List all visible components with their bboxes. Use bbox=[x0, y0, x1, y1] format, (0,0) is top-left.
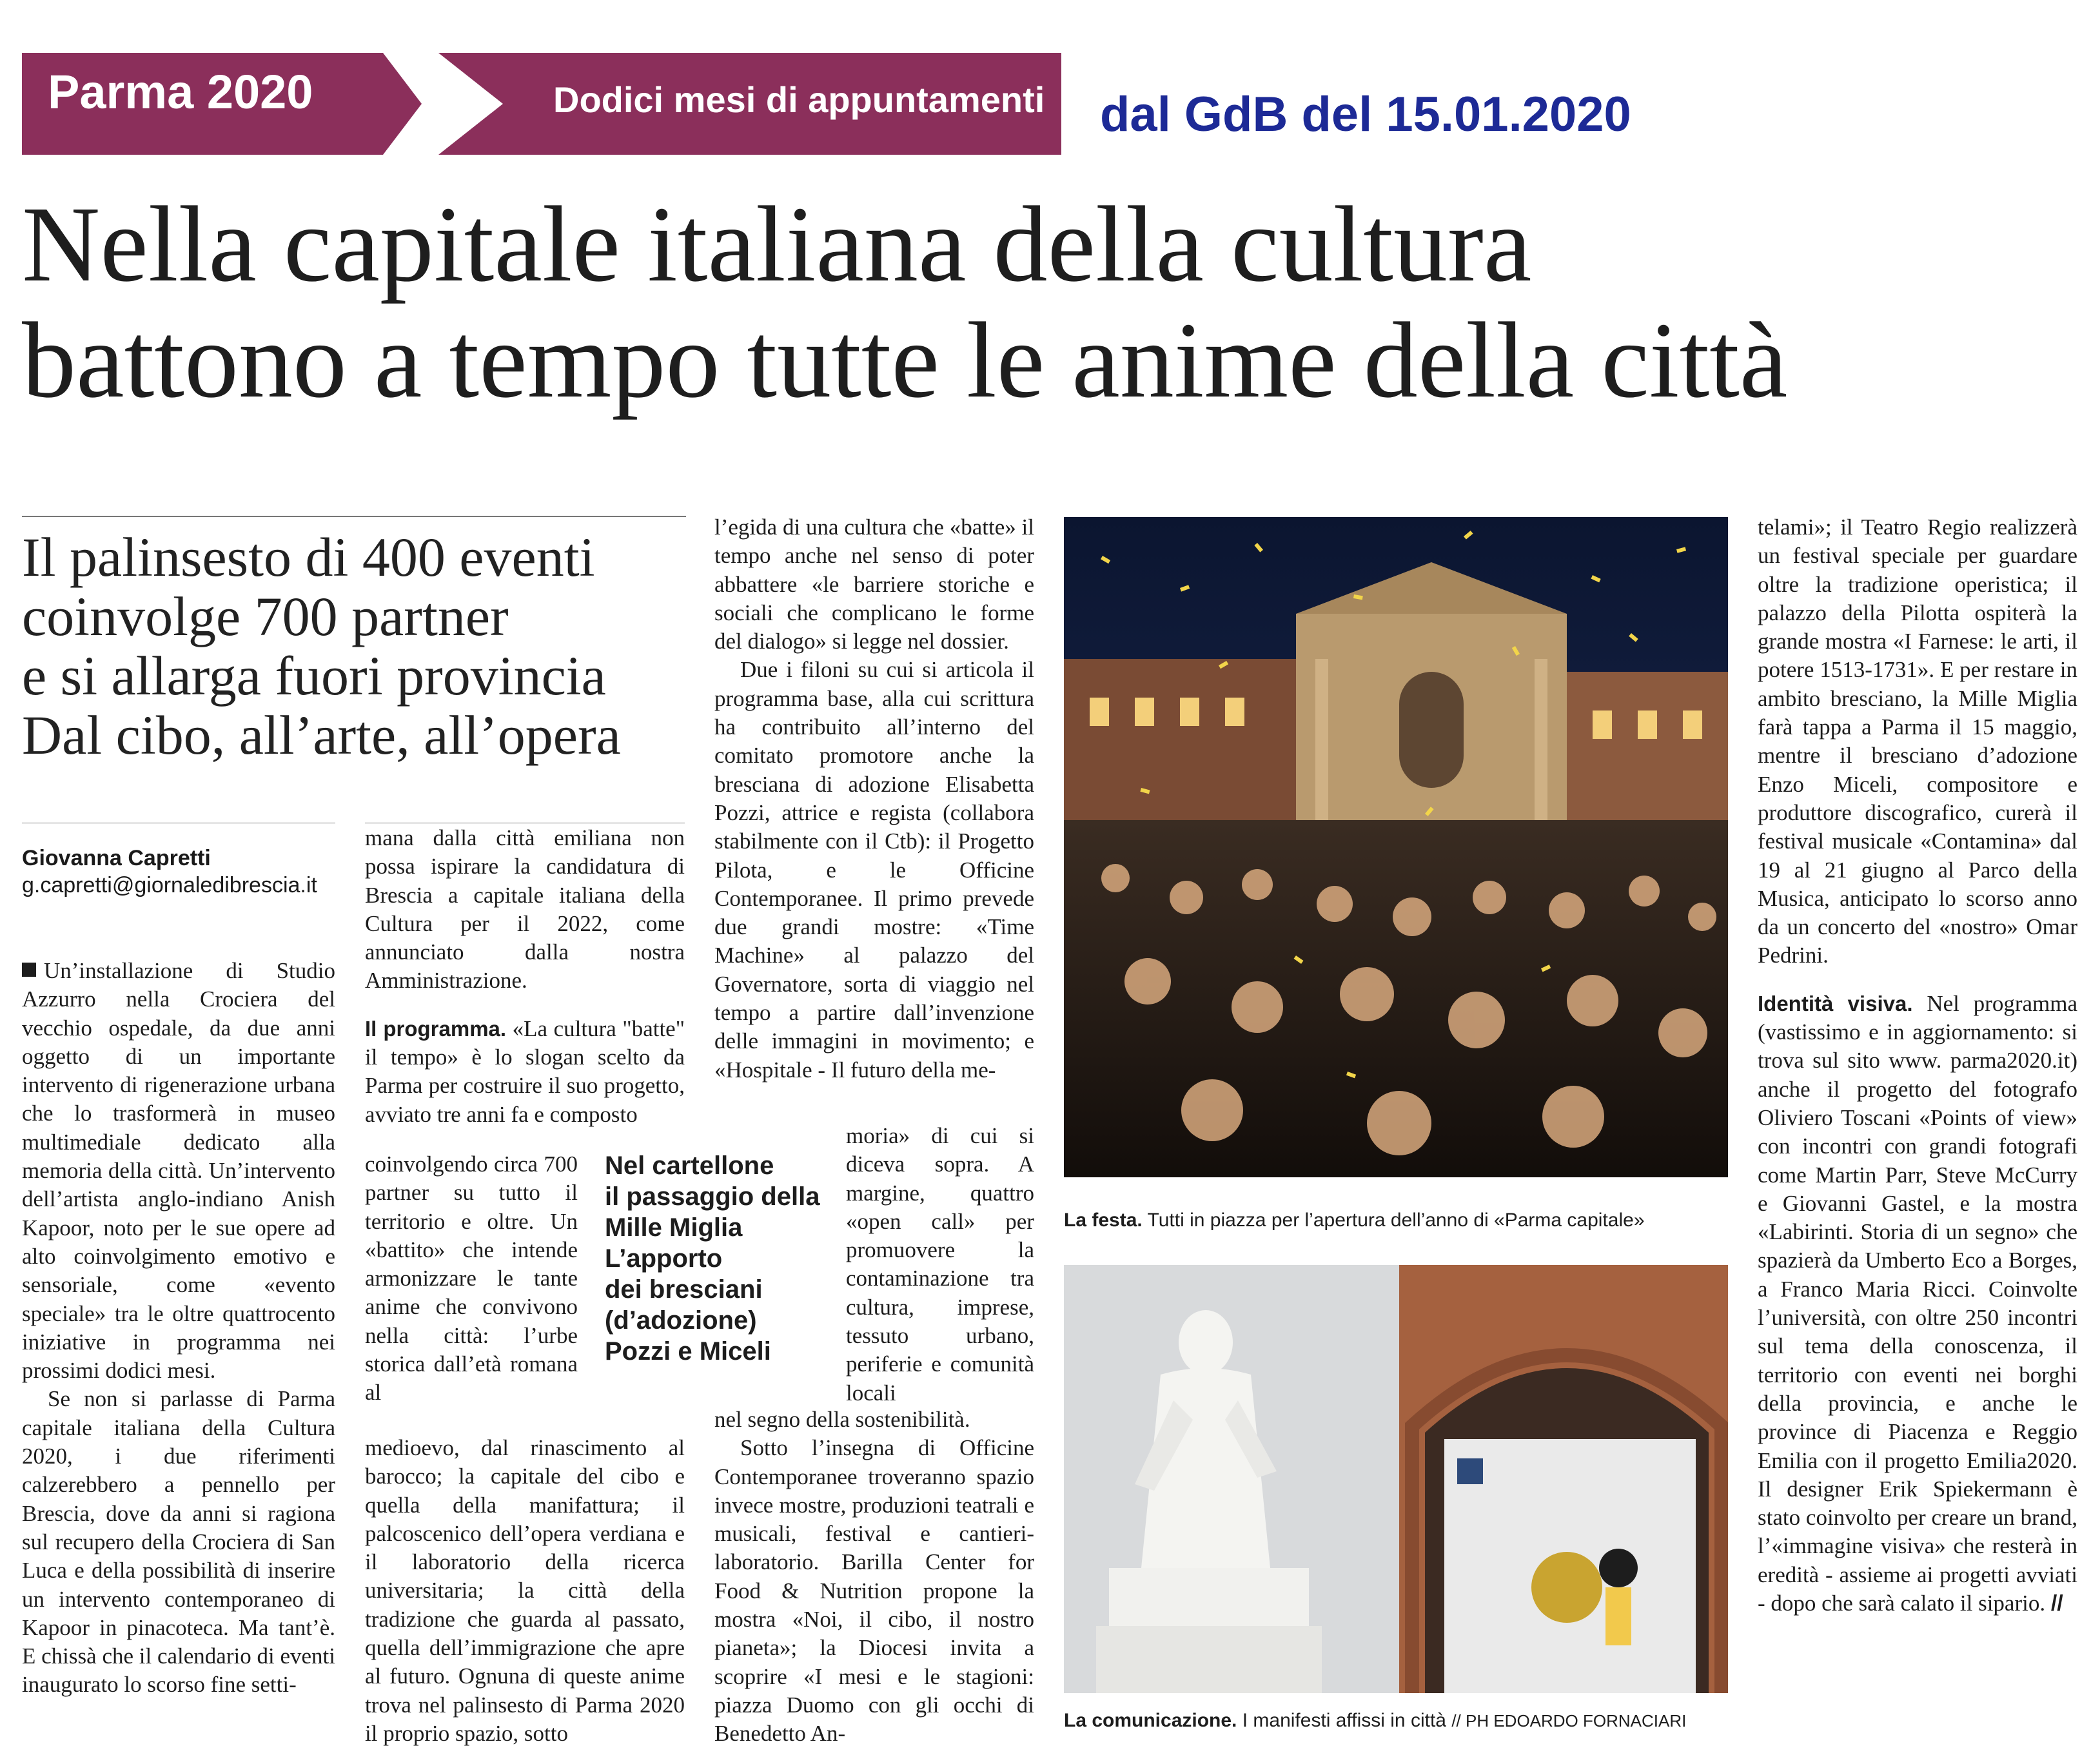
section-label: Parma 2020 bbox=[48, 65, 313, 119]
article-column-1 bbox=[22, 957, 335, 1700]
section-lead: Identità visiva. bbox=[1758, 991, 1913, 1015]
paragraph: l’egida di una cultura che «batte» il tempo anche nel senso di poter abbattere «le barriere storiche e sociali che complicano le forme del dialogo» si legge nel dossier. bbox=[714, 514, 1034, 654]
paragraph: Se non si parlasse di Parma capitale italiana della Cultura 2020, i due riferimenti calzerebbero a pennello per Brescia, dove da anni si ragiona sul recupero della Crociera di San Luca e della possibilità di inserire un intervento contemporaneo di Kapoor in pinacoteca. Ma tant’è. E chissà che il calendario di eventi inaugurato lo scorso fine setti- bbox=[22, 1386, 335, 1698]
article-column-2 bbox=[365, 824, 685, 1129]
headline-line: Nella capitale italiana della cultura bbox=[22, 184, 1532, 304]
photo-statue-banner bbox=[1064, 1265, 1728, 1693]
photo-piazza-crowd bbox=[1064, 517, 1728, 1177]
author-email[interactable]: g.capretti@giornaledibrescia.it bbox=[22, 873, 317, 897]
paragraph: mana dalla città emiliana non possa ispirare la candidatura di Brescia a capitale italiana della Cultura per il 2022, come annunciato dalla nostra Amministrazione. bbox=[365, 825, 685, 994]
source-note: dal GdB del 15.01.2020 bbox=[1100, 87, 1631, 142]
photo-credit: // PH EDOARDO FORNACIARI bbox=[1451, 1711, 1687, 1730]
paragraph: moria» di cui si diceva sopra. A margine, quattro «open call» per promuovere la contaminazione tra cultura, imprese, tessuto urbano, periferie e comunità locali bbox=[846, 1123, 1034, 1406]
article-column-2-narrow bbox=[365, 1150, 578, 1407]
piazza-crowd-image bbox=[1064, 517, 1728, 1177]
article-column-3-narrow bbox=[846, 1122, 1034, 1407]
paragraph: Il programma. «La cultura "batte" il tempo» è lo slogan scelto da Parma per costruire il suo progetto, avviato tre anni fa e composto bbox=[365, 1015, 685, 1127]
kicker-label: Dodici mesi di appuntamenti bbox=[553, 79, 1045, 120]
subhead-line: coinvolge 700 partner bbox=[22, 585, 509, 648]
headline-line: battono a tempo tutte le anime della città bbox=[22, 300, 1788, 420]
subhead-line: e si allarga fuori provincia bbox=[22, 645, 606, 707]
paragraph: Due i filoni su cui si articola il programma base, alla cui scrittura ha contribuito all’interno del comitato promotore anche la bresciana di adozione Elisabetta Pozzi, attrice e regista (collabora stabilmente con il Ctb): il Progetto Pilota, e le Officine Contemporanee. Il primo prevede due grandi mostre: «Time Machine» al palazzo del Governatore, sorta di viaggio nel tempo a partire dall’invenzione delle immagini in movimento; e «Hospitale - Il futuro della me- bbox=[714, 657, 1034, 1083]
article-column-3 bbox=[714, 513, 1034, 1084]
paragraph: medioevo, dal rinascimento al barocco; la capitale del cibo e quella della manifattura; il palcoscenico dell’opera verdiana e il laboratorio della ricerca universitaria; la città della tradizione che guarda al passato, quella dell’immigrazione che apre al futuro. Ognuna di queste anime trova nel palinsesto di Parma 2020 il proprio spazio, sotto bbox=[365, 1435, 685, 1746]
pull-quote: Nel cartellone il passaggio della Mille Miglia L’apporto dei bresciani (d’adozione) Pozzi e Miceli bbox=[605, 1152, 820, 1366]
paragraph: telami»; il Teatro Regio realizzerà un festival speciale per guardare oltre la tradizione operistica; il palazzo della Pilotta ospiterà la grande mostra «I Farnese: le arti, il potere 1513-1731». E per restare in ambito bresciano, la Mille Miglia farà tappa a Parma il 15 maggio, mentre il bresciano d’adozione Enzo Miceli, compositore e produttore discografico, curerà il festival musicale «Contamina» dal 19 al 21 giugno al Parco della Musica, anticipato lo scorso anno da un concerto del «nostro» Omar Pedrini. bbox=[1758, 514, 2077, 968]
subhead-line: Dal cibo, all’arte, all’opera bbox=[22, 704, 621, 767]
subheadline bbox=[22, 527, 680, 765]
photo-caption: La festa. Tutti in piazza per l’apertura dell’anno di «Parma capitale» bbox=[1064, 1210, 1645, 1231]
photo-caption: La comunicazione. I manifesti affissi in città // PH EDOARDO FORNACIARI bbox=[1064, 1710, 1687, 1731]
end-mark: // bbox=[2050, 1591, 2063, 1616]
author-name: Giovanna Capretti bbox=[22, 846, 211, 870]
article-column-2-cont bbox=[365, 1434, 685, 1748]
paragraph: nel segno della sostenibilità. bbox=[714, 1407, 970, 1432]
article-column-3-cont bbox=[714, 1406, 1034, 1749]
bullet-square-icon bbox=[22, 963, 36, 977]
paragraph: coinvolgendo circa 700 partner su tutto il territorio e oltre. Un «battito» che intende armonizzare le tante anime che convivono nella città: l’urbe storica dall’età romana al bbox=[365, 1152, 578, 1406]
statue-banner-image bbox=[1064, 1265, 1728, 1693]
paragraph: Sotto l’insegna di Officine Contemporanee troveranno spazio invece mostre, produzioni teatrali e musicali, festival e cantieri-laboratorio. Barilla Center for Food & Nutrition propone la mostra «Noi, il cibo, il nostro pianeta»; la Diocesi invita a scoprire «I mesi e le stagioni: piazza Duomo con gli occhi di Benedetto An- bbox=[714, 1435, 1034, 1747]
divider bbox=[22, 516, 686, 517]
section-lead: Il programma. bbox=[365, 1016, 507, 1041]
subhead-line: Il palinsesto di 400 eventi bbox=[22, 526, 595, 588]
paragraph: Identità visiva. Nel programma (vastissimo e in aggiornamento: si trova sul sito www. parma2020.it) anche il progetto del fotografo Oliviero Toscani «Points of view» con incontri con grandi fotografi come Martin Parr, Steve McCurry e Giovanni Gastel, e la mostra «Labirinti. Storia di un segno» che spazierà da Umberto Eco a Borges, a Franco Maria Ricci. Coinvolte l’università, con oltre 250 incontri sul tema della conoscenza, il territorio con eventi nei borghi della provincia, e anche le province di Piacenza e Reggio Emilia con il progetto Emilia2020. Il designer Erik Spiekermann è stato coinvolto per creare un brand, l’«immagine visiva» che resterà in eredità - assieme ai progetti avviati - dopo che sarà calato il sipario. // bbox=[1758, 990, 2077, 1616]
article-column-4 bbox=[1758, 513, 2077, 1618]
paragraph: Un’installazione di Studio Azzurro nella Crociera del vecchio ospedale, da due anni oggetto di un importante intervento di rigenerazione urbana che lo trasformerà in museo multimediale dedicato alla memoria della città. Un’intervento dell’artista anglo-indiano Anish Kapoor, noto per le sue opere ad alto coinvolgimento emotivo e sensoriale, come «evento speciale» tra le oltre quattrocento iniziative in programma nei prossimi dodici mesi. bbox=[22, 958, 335, 1384]
headline bbox=[22, 184, 2053, 420]
